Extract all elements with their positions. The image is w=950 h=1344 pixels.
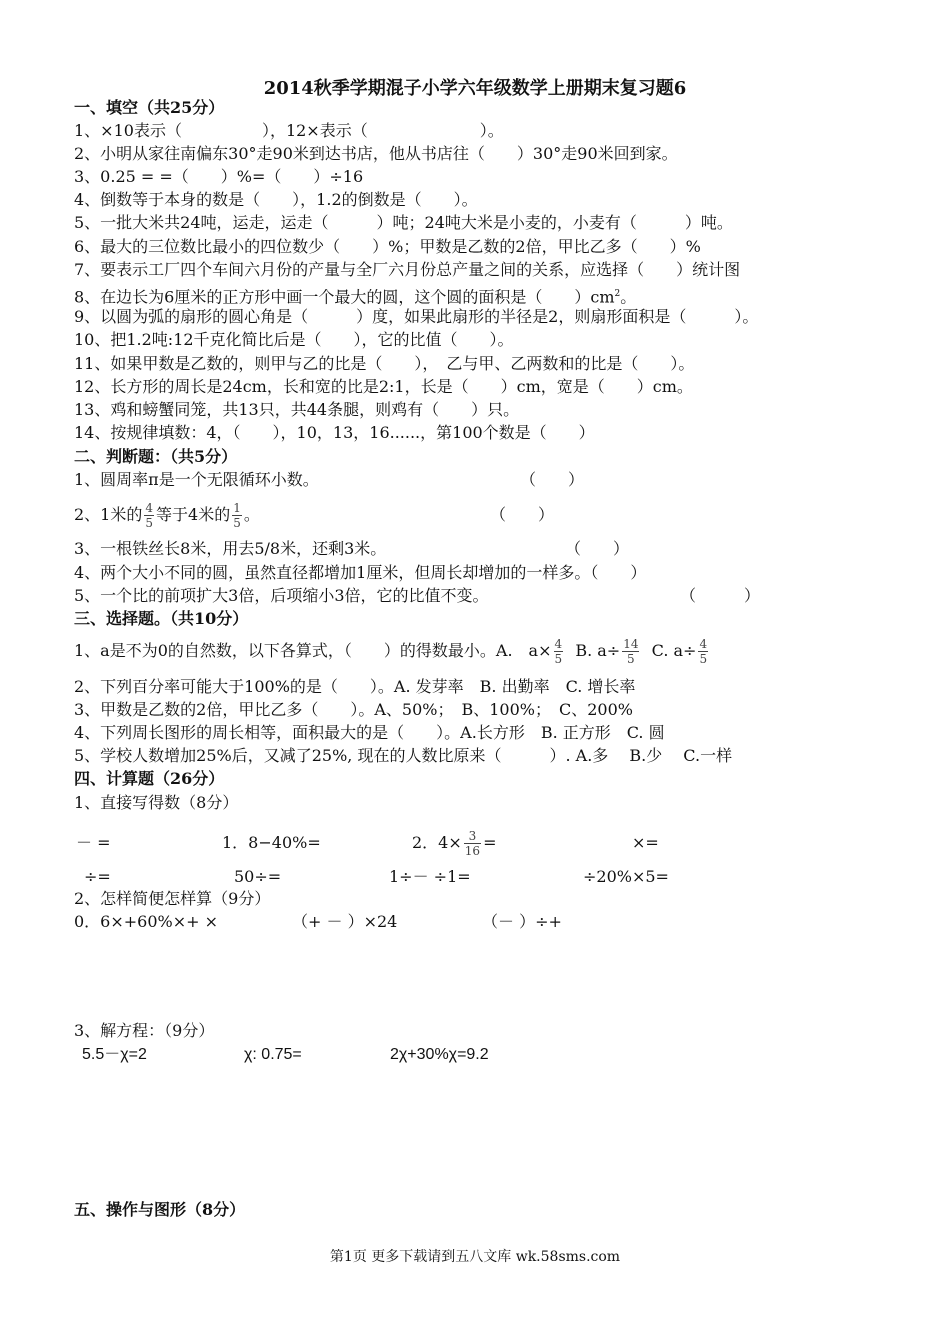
calc-item-1: － =	[76, 833, 111, 852]
fraction-4-5: $\frac{4}{5}$	[145, 501, 154, 530]
equation-3: 2χ+30%χ=9.2	[390, 1046, 489, 1063]
question-1-3: 3、0.25 = =（ ）%=（ ）÷16	[74, 167, 364, 186]
section-heading-multiple-choice: 三、选择题。（共10分）	[74, 609, 249, 628]
subsection-direct-answers: 1、直接写得数（8分）	[74, 793, 239, 812]
question-1-2: 2、小明从家往南偏东30°走90米到达书店，他从书店往（ ）30°走90米回到家。	[74, 144, 678, 163]
section-heading-true-false: 二、判断题：（共5分）	[74, 447, 238, 466]
calc-item-3	[412, 820, 496, 866]
answer-bracket-2-3: （ ）	[565, 539, 630, 558]
question-1-6: 6、最大的三位数比最小的四位数少（ ）%；甲数是乙数的2倍，甲比乙多（ ）%	[74, 237, 701, 256]
answer-bracket-2-2: （ ）	[490, 505, 555, 524]
question-1-12: 12、长方形的周长是24cm，长和宽的比是2:1，长是（ ）cm，宽是（ ）cm。	[74, 377, 693, 396]
simplify-expr-3: （－ ）÷+	[482, 912, 562, 931]
question-3-3: 3、甲数是乙数的2倍，甲比乙多（ ）。A、50%； B、100%； C、200%	[74, 700, 633, 719]
question-2-1: 1、圆周率π是一个无限循环小数。	[74, 470, 319, 489]
question-1-13: 13、鸡和螃蟹同笼，共13只，共44条腿，则鸡有（ ）只。	[74, 400, 520, 419]
question-1-1: 1、×10表示（ ），12×表示（ ）。	[74, 121, 504, 140]
answer-bracket-2-5: （ ）	[680, 586, 761, 605]
calc-item-5: ÷=	[84, 867, 111, 886]
fraction-3-16: $\frac{3}{16}$	[464, 829, 481, 858]
question-3-1-text-a: 1、a是不为0的自然数，以下各算式，（ ）的得数最小。A. a×	[74, 641, 552, 660]
fraction-4-5-a: $\frac{4}{5}$	[554, 637, 563, 666]
section-heading-fill-blank: 一、填空（共25分）	[74, 98, 225, 117]
question-1-9: 9、以圆为弧的扇形的圆心角是（ ）度，如果此扇形的半径是2，则扇形面积是（ ）。	[74, 307, 759, 326]
question-1-14: 14、按规律填数：4，（ ），10，13，16......，第100个数是（ ）	[74, 423, 595, 442]
subsection-simplify: 2、怎样简便怎样算（9分）	[74, 889, 271, 908]
question-2-2-text-a: 2、1米的	[74, 505, 143, 524]
question-3-2: 2、下列百分率可能大于100%的是（ ）。A. 发芽率 B. 出勤率 C. 增长率	[74, 677, 636, 696]
page-footer: 第1页 更多下载请到五八文库 wk.58sms.com	[329, 1249, 621, 1265]
question-1-8-text: 8、在边长为6厘米的正方形中画一个最大的圆，这个圆的面积是（ ）cm	[74, 287, 615, 307]
question-3-1-text-b: B. a÷	[575, 641, 621, 660]
fraction-1-5: $\frac{1}{5}$	[233, 501, 241, 530]
equation-1: 5.5－χ=2	[82, 1046, 147, 1063]
question-1-8	[74, 283, 636, 308]
question-2-4: 4、两个大小不同的圆，虽然直径都增加1厘米，但周长却增加的一样多。（ ）	[74, 563, 647, 582]
subsection-solve-equations: 3、解方程：（9分）	[74, 1021, 215, 1040]
section-heading-calculation: 四、计算题（26分）	[74, 769, 225, 788]
question-1-7: 7、要表示工厂四个车间六月份的产量与全厂六月份总产量之间的关系，应选择（ ）统计图	[74, 260, 741, 279]
question-1-11: 11、如果甲数是乙数的，则甲与乙的比是（ ）， 乙与甲、乙两数和的比是（ ）。	[74, 354, 695, 373]
question-1-10: 10、把1.2吨:12千克化简比后是（ ），它的比值（ ）。	[74, 330, 514, 349]
superscript-2: 2	[614, 289, 621, 299]
question-2-2-text-c: 。	[243, 505, 260, 524]
question-2-2	[74, 492, 260, 538]
calc-item-3-text-b: =	[483, 833, 497, 852]
question-3-4: 4、下列周长图形的周长相等，面积最大的是（ ）。A.长方形 B. 正方形 C. 圆	[74, 723, 665, 742]
calc-item-8: ÷20%×5=	[583, 867, 669, 886]
section-heading-geometry: 五、操作与图形（8分）	[74, 1200, 246, 1219]
page-title: 2014秋季学期混子小学六年级数学上册期末复习题6	[263, 78, 687, 99]
simplify-expr-1: 0．6×+60%×+ ×	[74, 912, 219, 931]
question-3-1	[74, 628, 710, 674]
calc-item-6: 50÷=	[234, 867, 282, 886]
question-1-4: 4、倒数等于本身的数是（ ），1.2的倒数是（ ）。	[74, 190, 478, 209]
question-2-5: 5、一个比的前项扩大3倍，后项缩小3倍，它的比值不变。	[74, 586, 489, 605]
question-1-5: 5、一批大米共24吨，运走，运走（ ）吨；24吨大米是小麦的，小麦有（ ）吨。	[74, 213, 733, 232]
calc-item-7: 1÷－ ÷1=	[389, 867, 471, 886]
calc-item-4: ×=	[632, 833, 659, 852]
calc-item-3-text-a: 2．4×	[412, 833, 462, 852]
question-3-5: 5、学校人数增加25%后，又减了25%, 现在的人数比原来（ ）. A.多 B.少 C.一样	[74, 746, 733, 765]
answer-bracket-2-1: （ ）	[520, 470, 585, 489]
calc-item-2: 1．8−40%=	[222, 833, 321, 852]
fraction-14-5: $\frac{14}{5}$	[623, 637, 639, 666]
question-2-2-text-b: 等于4米的	[156, 505, 231, 524]
fraction-4-5-c: $\frac{4}{5}$	[699, 637, 708, 666]
question-1-8-end: 。	[620, 287, 637, 307]
equation-2: χ: 0.75=	[244, 1046, 302, 1063]
simplify-expr-2: （+ － ）×24	[292, 912, 398, 931]
question-3-1-text-c: C. a÷	[651, 641, 697, 660]
question-2-3: 3、一根铁丝长8米，用去5/8米，还剩3米。	[74, 539, 387, 558]
